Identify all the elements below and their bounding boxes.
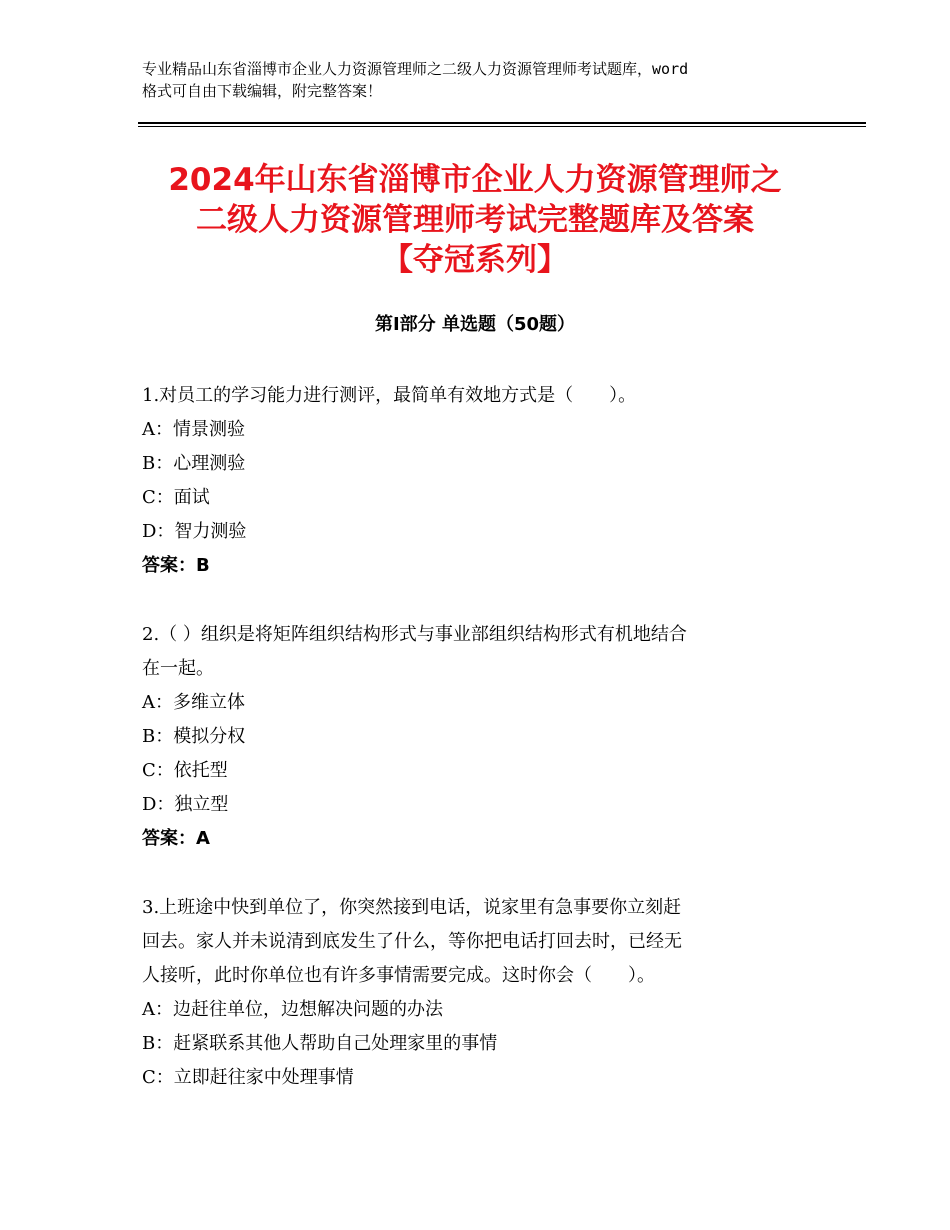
option-b: B：模拟分权: [142, 726, 246, 747]
answer: 答案：B: [142, 555, 210, 576]
question-stem: 1.对员工的学习能力进行测评，最简单有效地方式是（ ）。: [142, 385, 637, 406]
header-note-line-1: 专业精品山东省淄博市企业人力资源管理师之二级人力资源管理师考试题库，word: [142, 60, 689, 78]
option-c: C：面试: [142, 487, 210, 508]
option-b: B：心理测验: [142, 453, 246, 474]
title-line-1: 2024年山东省淄博市企业人力资源管理师之: [168, 162, 782, 198]
option-b: B：赶紧联系其他人帮助自己处理家里的事情: [142, 1033, 498, 1054]
title-line-3: 【夺冠系列】: [382, 242, 568, 278]
option-a: A：情景测验: [142, 419, 245, 440]
title-line-2: 二级人力资源管理师考试完整题库及答案: [196, 202, 754, 238]
question-stem-line-2: 在一起。: [142, 658, 214, 679]
question-stem-line-2: 回去。家人并未说清到底发生了什么，等你把电话打回去时，已经无: [142, 931, 682, 952]
header-divider: [138, 122, 866, 128]
option-a: A：边赶往单位，边想解决问题的办法: [142, 999, 443, 1020]
section-title: 第Ⅰ部分 单选题（50题）: [374, 314, 575, 335]
option-c: C：立即赶往家中处理事情: [142, 1067, 354, 1088]
question-2: [142, 618, 822, 856]
option-c: C：依托型: [142, 760, 228, 781]
answer: 答案：A: [142, 828, 210, 849]
question-1: [142, 379, 822, 583]
option-a: A：多维立体: [142, 692, 245, 713]
question-stem-line-1: 2.（ ）组织是将矩阵组织结构形式与事业部组织结构形式有机地结合: [142, 624, 687, 645]
question-stem-line-1: 3.上班途中快到单位了，你突然接到电话，说家里有急事要你立刻赶: [142, 897, 682, 918]
option-d: D：智力测验: [142, 521, 247, 542]
document-title: [100, 160, 850, 280]
question-stem-line-3: 人接听，此时你单位也有许多事情需要完成。这时你会（ ）。: [142, 965, 655, 986]
option-d: D：独立型: [142, 794, 229, 815]
document-header-note: [142, 58, 832, 102]
question-3: [142, 891, 822, 1095]
header-note-line-2: 格式可自由下载编辑，附完整答案！: [142, 82, 383, 100]
